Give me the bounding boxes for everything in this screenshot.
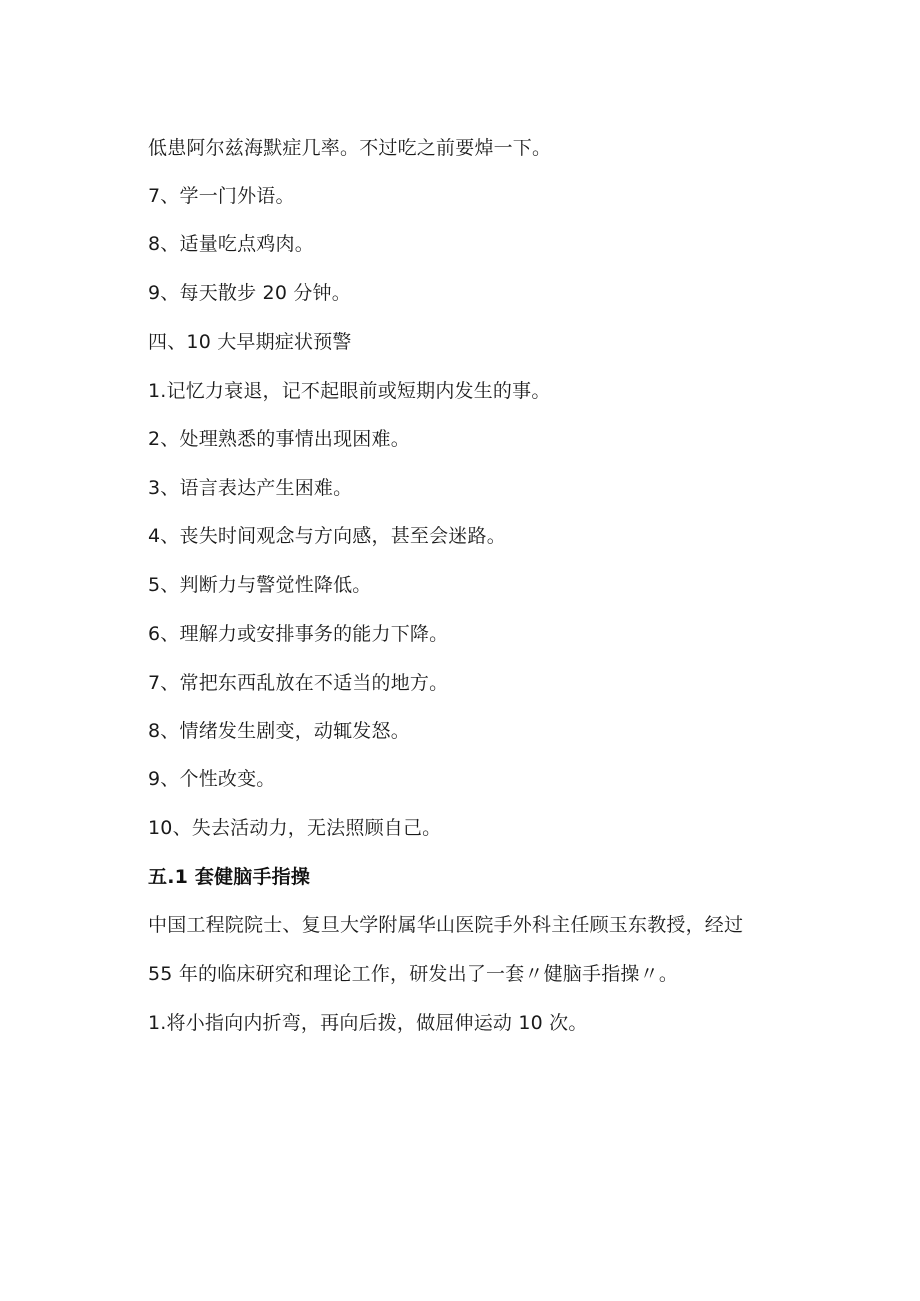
symptom-item-5: 5、判断力与警觉性降低。 [148,574,372,596]
list-item-9-walking: 9、每天散步 20 分钟。 [148,282,351,304]
section-heading-4: 四、10 大早期症状预警 [148,331,352,353]
symptom-item-4: 4、丧失时间观念与方向感，甚至会迷路。 [148,525,506,547]
paragraph-intro-line-2: 55 年的临床研究和理论工作，研发出了一套〃健脑手指操〃。 [148,963,679,985]
symptom-item-9: 9、个性改变。 [148,768,276,790]
symptom-item-1: 1.记忆力衰退，记不起眼前或短期内发生的事。 [148,380,551,402]
paragraph-continuation: 低患阿尔兹海默症几率。不过吃之前要焯一下。 [148,137,552,159]
exercise-step-1: 1.将小指向内折弯，再向后拨，做屈伸运动 10 次。 [148,1012,588,1034]
symptom-item-7: 7、常把东西乱放在不适当的地方。 [148,672,449,694]
list-item-7-foreign-language: 7、学一门外语。 [148,185,295,207]
list-item-8-chicken: 8、适量吃点鸡肉。 [148,233,314,255]
symptom-item-6: 6、理解力或安排事务的能力下降。 [148,623,449,645]
symptom-item-2: 2、处理熟悉的事情出现困难。 [148,428,410,450]
symptom-item-8: 8、情绪发生剧变，动辄发怒。 [148,720,410,742]
section-heading-5: 五.1 套健脑手指操 [148,866,311,888]
symptom-item-10: 10、失去活动力，无法照顾自己。 [148,817,442,839]
paragraph-intro-line-1: 中国工程院院士、复旦大学附属华山医院手外科主任顾玉东教授，经过 [148,914,744,936]
symptom-item-3: 3、语言表达产生困难。 [148,477,353,499]
